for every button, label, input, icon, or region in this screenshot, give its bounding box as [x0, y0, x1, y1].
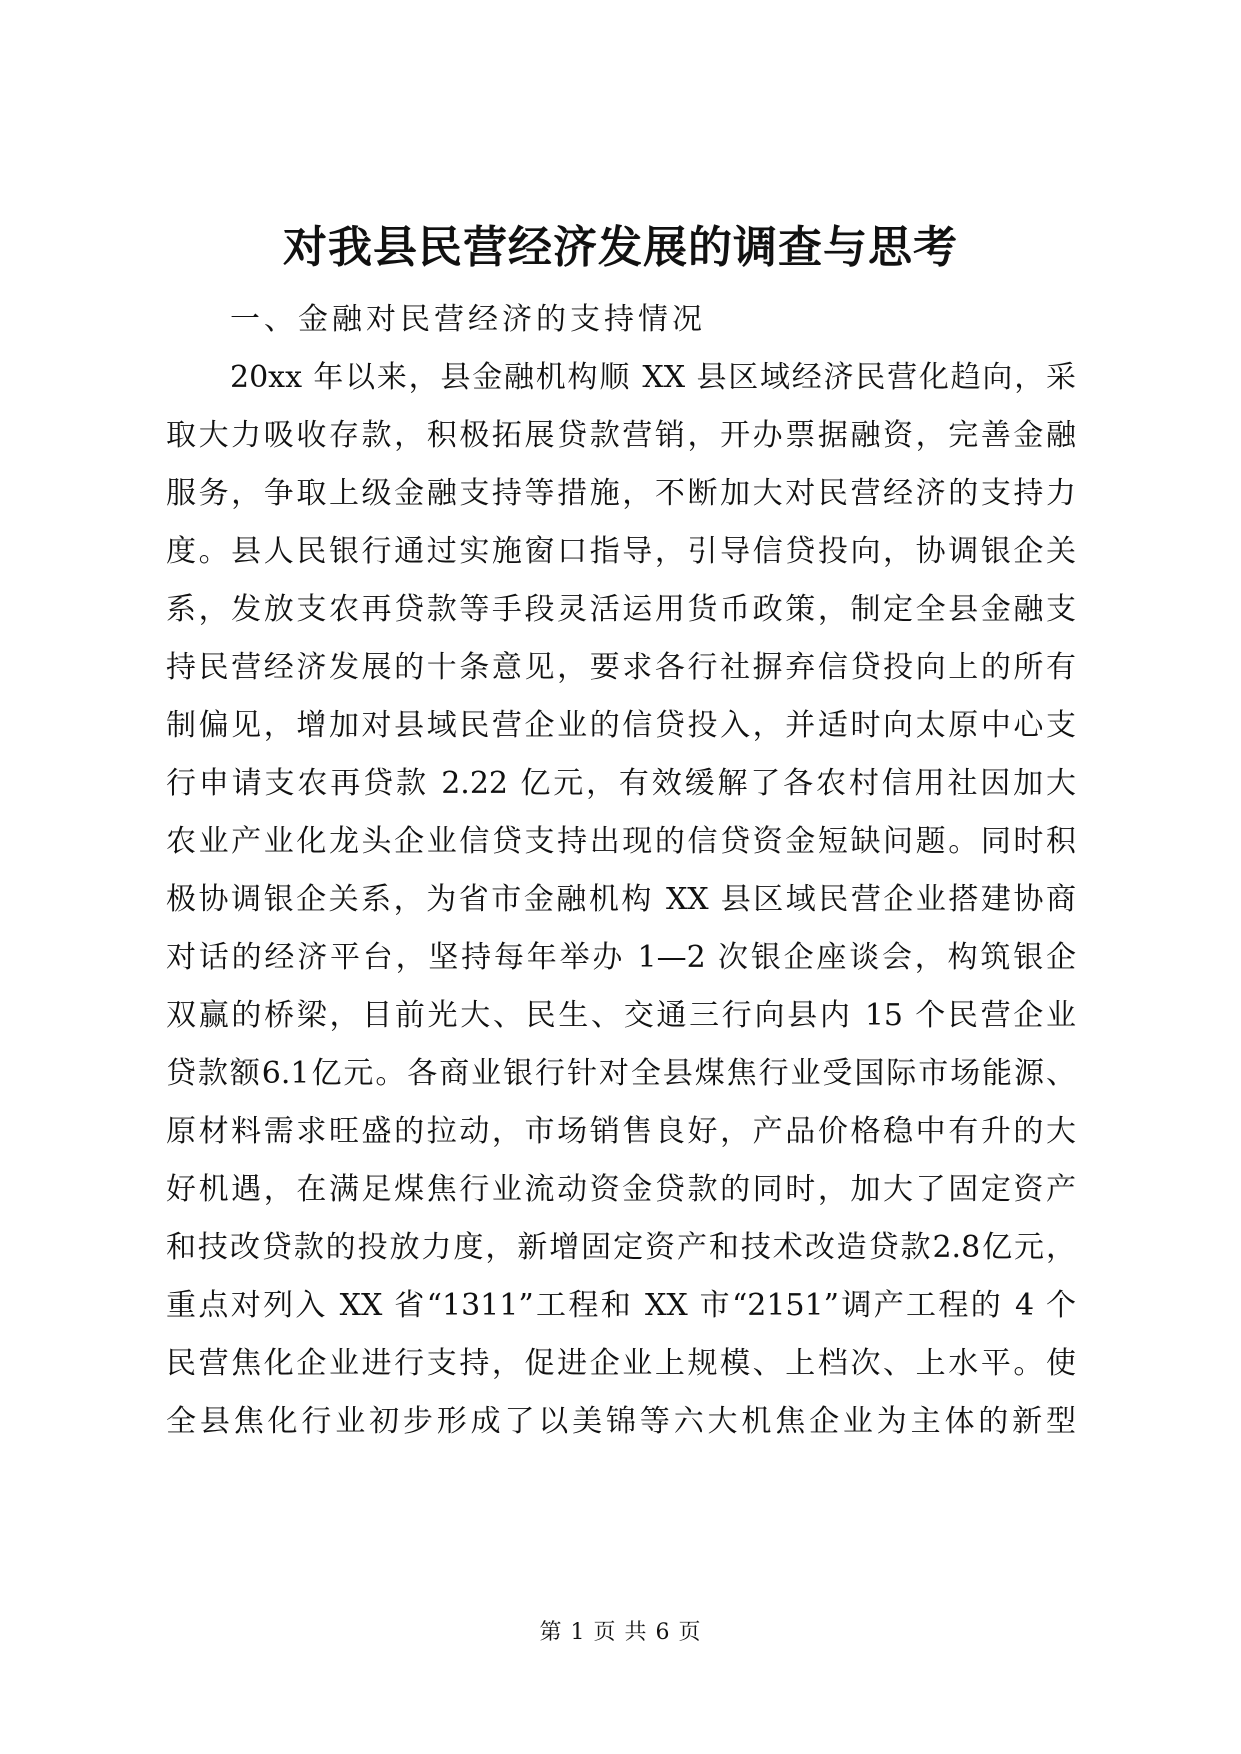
paragraph-line: 行申请支农再贷款 2.22 亿元，有效缓解了各农村信用社因加大 — [166, 766, 1076, 801]
paragraph-line: 20xx 年以来，县金融机构顺 XX 县区域经济民营化趋向，采 — [230, 360, 1076, 395]
paragraph-line: 重点对列入 XX 省“1311”工程和 XX 市“2151”调产工程的 4 个 — [166, 1288, 1076, 1323]
paragraph-line: 双赢的桥梁，目前光大、民生、交通三行向县内 15 个民营企业 — [166, 998, 1076, 1033]
paragraph-line: 全县焦化行业初步形成了以美锦等六大机焦企业为主体的新型 — [166, 1404, 1076, 1439]
paragraph-line: 持民营经济发展的十条意见，要求各行社摒弃信贷投向上的所有 — [166, 650, 1076, 685]
paragraph-line: 贷款额6.1亿元。各商业银行针对全县煤焦行业受国际市场能源、 — [166, 1056, 1076, 1091]
paragraph-line: 极协调银企关系，为省市金融机构 XX 县区域民营企业搭建协商 — [166, 882, 1076, 917]
paragraph-line: 服务，争取上级金融支持等措施，不断加大对民营经济的支持力 — [166, 476, 1076, 511]
paragraph-line: 农业产业化龙头企业信贷支持出现的信贷资金短缺问题。同时积 — [166, 824, 1076, 859]
document-title: 对我县民营经济发展的调查与思考 — [283, 222, 958, 273]
paragraph-line: 原材料需求旺盛的拉动，市场销售良好，产品价格稳中有升的大 — [166, 1114, 1076, 1149]
paragraph-line: 民营焦化企业进行支持，促进企业上规模、上档次、上水平。使 — [166, 1346, 1076, 1381]
page-footer: 第 1 页 共 6 页 — [539, 1620, 702, 1645]
section-heading: 一、金融对民营经济的支持情况 — [230, 302, 706, 337]
paragraph-line: 取大力吸收存款，积极拓展贷款营销，开办票据融资，完善金融 — [166, 418, 1076, 453]
paragraph-line: 好机遇，在满足煤焦行业流动资金贷款的同时，加大了固定资产 — [166, 1172, 1076, 1207]
paragraph-line: 度。县人民银行通过实施窗口指导，引导信贷投向，协调银企关 — [166, 534, 1076, 569]
paragraph-line: 系，发放支农再贷款等手段灵活运用货币政策，制定全县金融支 — [166, 592, 1076, 627]
paragraph-line: 和技改贷款的投放力度，新增固定资产和技术改造贷款2.8亿元， — [166, 1230, 1076, 1265]
paragraph-line: 制偏见，增加对县域民营企业的信贷投入，并适时向太原中心支 — [166, 708, 1076, 743]
paragraph-line: 对话的经济平台，坚持每年举办 1—2 次银企座谈会，构筑银企 — [166, 940, 1076, 975]
document-body — [166, 291, 1076, 1451]
body-paragraph — [166, 349, 1076, 1451]
